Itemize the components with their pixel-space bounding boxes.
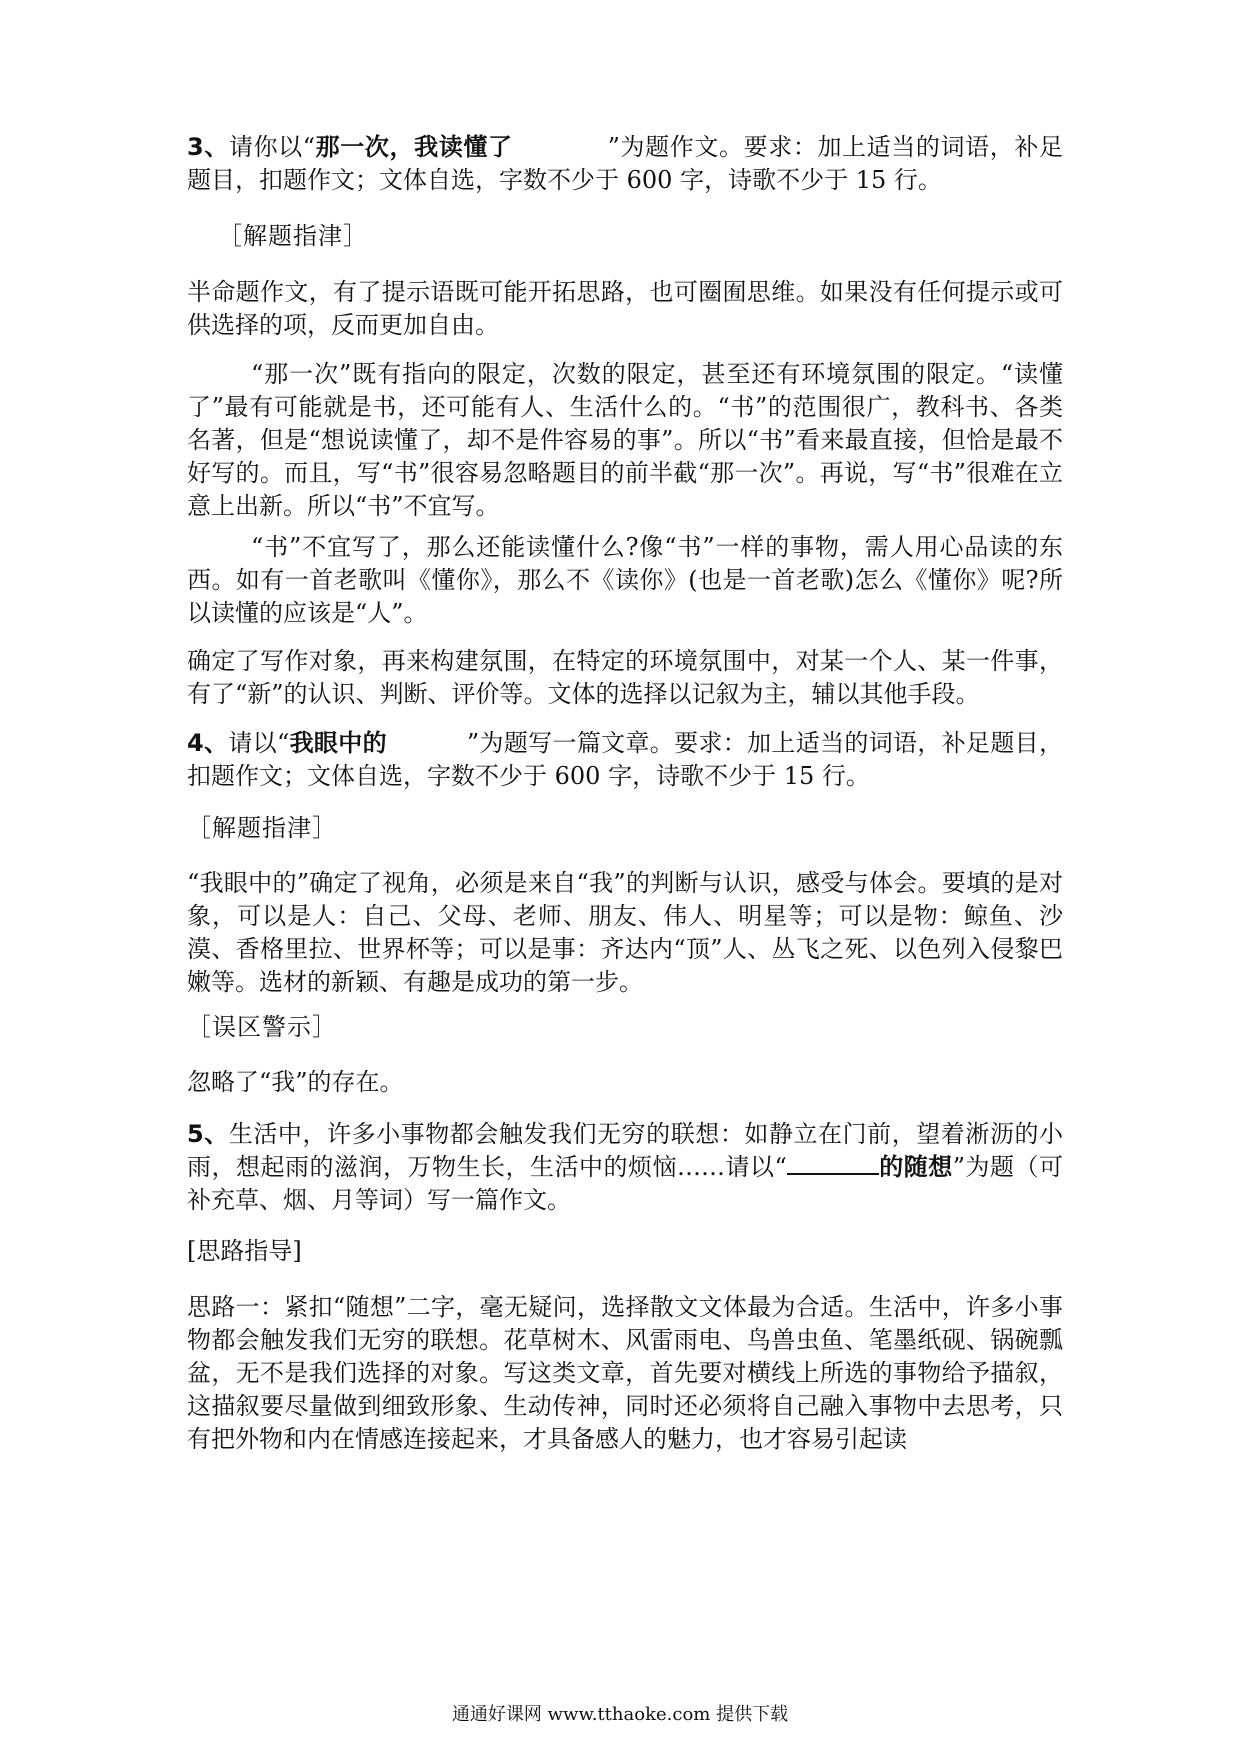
page-footer: 通通好课网 www.tthaoke.com 提供下载 bbox=[451, 1704, 789, 1725]
section-label: ［解题指津］ bbox=[187, 814, 337, 842]
question-number: 3、 bbox=[187, 133, 229, 161]
section-label: ［误区警示］ bbox=[187, 1013, 337, 1041]
question-4-prompt: 4、请以“我眼中的 ”为题写一篇文章。要求：加上适当的词语，补足题目，扣题作文；文体自选，字数不少于 600 字，诗歌不少于 15 行。 bbox=[187, 729, 1063, 790]
question-number: 4、 bbox=[187, 729, 229, 757]
paragraph: 忽略了“我”的存在。 bbox=[187, 1068, 404, 1096]
section-label: [思路指导] bbox=[187, 1237, 302, 1265]
prompt-title: 我眼中的 bbox=[289, 729, 387, 757]
question-3-prompt: 3、请你以“那一次，我读懂了 ”为题作文。要求：加上适当的词语，补足题目，扣题作文；文体自选，字数不少于 600 字，诗歌不少于 15 行。 bbox=[187, 133, 1063, 194]
question-5-prompt: 5、生活中，许多小事物都会触发我们无穷的联想：如静立在门前，望着淅沥的小雨，想起雨的滋润，万物生长，生活中的烦恼……请以“ 的随想”为题（可补充草、烟、月等词）写一篇作文。 bbox=[187, 1120, 1064, 1214]
paragraph: 确定了写作对象，再来构建氛围，在特定的环境氛围中，对某一个人、某一件事，有了“新”的认识、判断、评价等。文体的选择以记叙为主，辅以其他手段。 bbox=[187, 647, 1063, 708]
prompt-title: 的随想 bbox=[878, 1153, 953, 1181]
blank-underline bbox=[787, 1153, 879, 1175]
question-number: 5、 bbox=[187, 1120, 229, 1148]
section-label: ［解题指津］ bbox=[218, 222, 368, 250]
paragraph: 半命题作文，有了提示语既可能开拓思路，也可圈囿思维。如果没有任何提示或可供选择的项，反而更加自由。 bbox=[187, 278, 1063, 339]
paragraph: “那一次”既有指向的限定，次数的限定，甚至还有环境氛围的限定。“读懂了”最有可能就是书，还可能有人、生活什么的。“书”的范围很广，教科书、各类名著，但是“想说读懂了，却不是件容易的事”。所以“书”看来最直接，但恰是最不好写的。而且，写“书”很容易忽略题目的前半截“那一次”。再说，写“书”很难在立意上出新。所以“书”不宜写。 bbox=[187, 360, 1063, 520]
paragraph: “书”不宜写了，那么还能读懂什么?像“书”一样的事物，需人用心品读的东西。如有一首老歌叫《懂你》，那么不《读你》(也是一首老歌)怎么《懂你》呢?所以读懂的应该是“人”。 bbox=[187, 533, 1063, 627]
paragraph: “我眼中的”确定了视角，必须是来自“我”的判断与认识，感受与体会。要填的是对象，可以是人：自己、父母、老师、朋友、伟人、明星等；可以是物：鲸鱼、沙漠、香格里拉、世界杯等；可以是事：齐达内“顶”人、丛飞之死、以色列入侵黎巴嫩等。选材的新颖、有趣是成功的第一步。 bbox=[187, 869, 1063, 996]
prompt-title: 那一次，我读懂了 bbox=[315, 133, 513, 161]
paragraph: 思路一：紧扣“随想”二字，毫无疑问，选择散文文体最为合适。生活中，许多小事物都会触发我们无穷的联想。花草树木、风雷雨电、鸟兽虫鱼、笔墨纸砚、锅碗瓢盆，无不是我们选择的对象。写这类文章，首先要对横线上所选的事物给予描叙，这描叙要尽量做到细致形象、生动传神，同时还必须将自己融入事物中去思考，只有把外物和内在情感连接起来，才具备感人的魅力，也才容易引起读 bbox=[187, 1293, 1063, 1453]
